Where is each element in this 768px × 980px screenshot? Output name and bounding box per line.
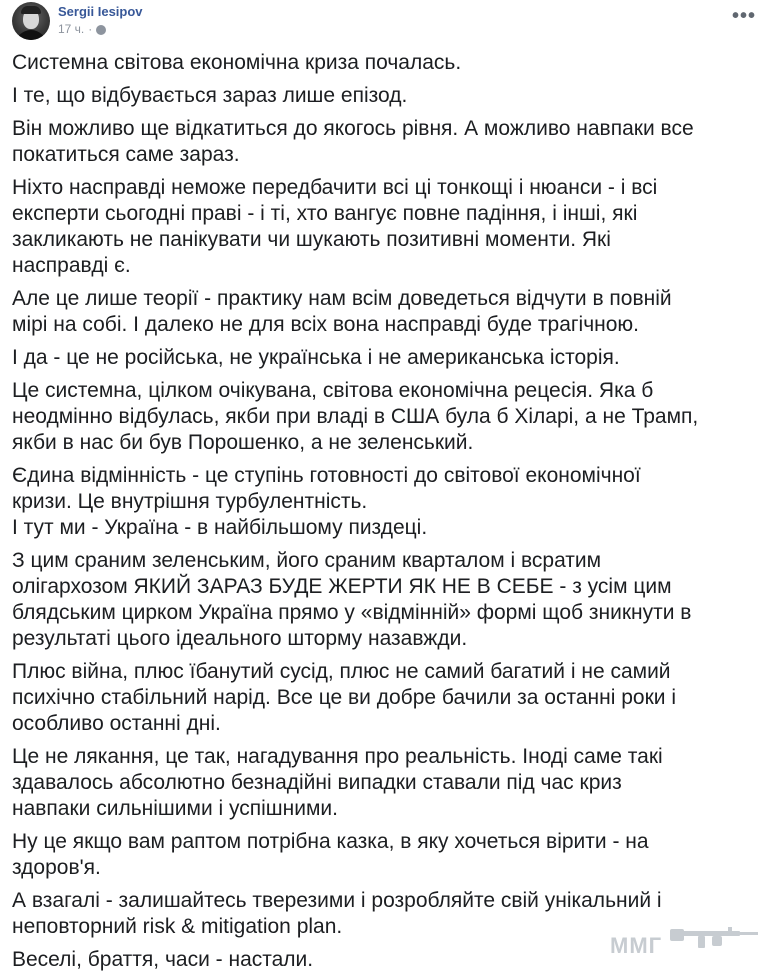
- post-line: неповторний risk & mitigation plan.: [12, 915, 343, 938]
- post-line: Єдина відмінність - це ступінь готовності до світової економічної: [12, 464, 641, 487]
- post-line: неодмінно відбулась, якби при владі в США була б Хіларі, а не Трамп,: [12, 405, 699, 428]
- post-line: результаті цього ідеального шторму назавжди.: [12, 627, 468, 650]
- post-line: Системна світова економічна криза почалась.: [12, 51, 462, 74]
- post-line: Плюс війна, плюс їбанутий сусід, плюс не самий багатий і не самий: [12, 660, 671, 683]
- post-paragraph: [12, 345, 756, 371]
- more-options-icon[interactable]: •••: [731, 5, 756, 27]
- post-line: Але це лише теорії - практику нам всім доведеться відчути в повній: [12, 287, 672, 310]
- post-paragraph: [12, 659, 756, 737]
- post-meta: [58, 21, 106, 37]
- meta-separator: ·: [88, 22, 93, 36]
- post-line: Веселі, браття, часи - настали.: [12, 948, 314, 971]
- post-line: Це не лякання, це так, нагадування про реальність. Іноді саме такі: [12, 745, 663, 768]
- site-watermark: [610, 915, 762, 965]
- post-line: психічно стабільний нарід. Все це ви добре бачили за останні роки і: [12, 686, 677, 709]
- post-line: З цим сраним зеленським, його сраним кварталом і всратим: [12, 549, 602, 572]
- rifle-icon: [668, 921, 760, 951]
- avatar-hair: [21, 6, 41, 14]
- post-line: Ну це якщо вам раптом потрібна казка, в яку хочеться вірити - на: [12, 830, 649, 853]
- post-line: мірі на собі. І далеко не для всіх вона насправді буде трагічною.: [12, 313, 640, 336]
- post-time[interactable]: 17 ч.: [58, 22, 85, 36]
- post-line: здоров'я.: [12, 856, 101, 879]
- post-line: І те, що відбувається зараз лише епізод.: [12, 84, 408, 107]
- post-paragraph: [12, 463, 756, 541]
- post-line: насправді є.: [12, 254, 131, 277]
- globe-icon: [96, 25, 106, 35]
- author-avatar[interactable]: [12, 2, 50, 40]
- post-paragraph: [12, 744, 756, 822]
- post-paragraph: [12, 378, 756, 456]
- avatar-shoulders: [15, 30, 47, 40]
- post-line: кризи. Це внутрішня турбулентність.: [12, 490, 368, 513]
- post-line: І тут ми - Україна - в найбільшому пиздеці.: [12, 516, 428, 539]
- post-line: Він можливо ще відкатиться до якогось рівня. А можливо навпаки все: [12, 117, 694, 140]
- watermark-text: ММГ: [610, 933, 663, 958]
- post-line: покатиться саме зараз.: [12, 143, 240, 166]
- post-paragraph: [12, 83, 756, 109]
- post-line: навпаки сильнішими і успішними.: [12, 797, 338, 820]
- author-name[interactable]: Sergii Iesipov: [58, 4, 143, 19]
- post-paragraph: [12, 50, 756, 76]
- post-line: блядським цирком Україна прямо у «відмінній» формі щоб зникнути в: [12, 601, 692, 624]
- post-line: Це системна, цілком очікувана, світова економічна рецесія. Яка б: [12, 379, 654, 402]
- post-paragraph: [12, 175, 756, 279]
- post-paragraph: [12, 286, 756, 338]
- post-paragraph: [12, 116, 756, 168]
- post-header: [0, 0, 768, 42]
- post-line: І да - це не російська, не українська і не американська історія.: [12, 346, 620, 369]
- post-line: якби в нас би був Порошенко, а не зеленський.: [12, 431, 474, 454]
- post-line: здавалось абсолютно безнадійні випадки ставали під час криз: [12, 771, 622, 794]
- post-line: експерти сьогодні праві - і ті, хто вангує повне падіння, і інші, які: [12, 202, 638, 225]
- post-line: А взагалі - залишайтесь тверезими і розробляйте свій унікальний і: [12, 889, 662, 912]
- post-paragraph: [12, 829, 756, 881]
- post-line: особливо останні дні.: [12, 712, 221, 735]
- post-paragraph: [12, 548, 756, 652]
- post-text: [12, 50, 756, 980]
- post-line: олігархозом ЯКИЙ ЗАРАЗ БУДЕ ЖЕРТИ ЯК НЕ В СЕБЕ - з усім цим: [12, 575, 672, 598]
- post-line: Ніхто насправді неможе передбачити всі ці тонкощі і нюанси - і всі: [12, 176, 658, 199]
- post-line: закликають не панікувати чи шукають позитивні моменти. Які: [12, 228, 611, 251]
